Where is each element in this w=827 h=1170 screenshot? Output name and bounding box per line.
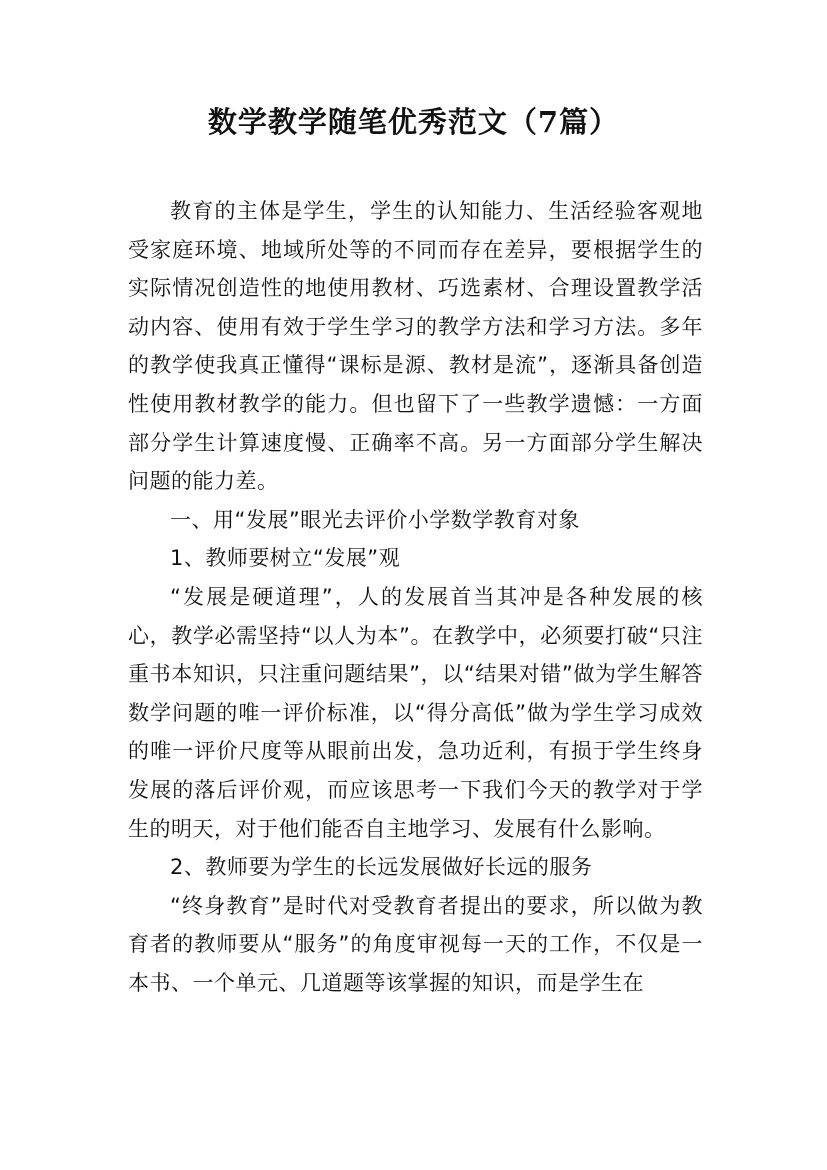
subsection-heading-2: 2、教师要为学生的长远发展做好长远的服务: [170, 855, 593, 880]
document-body: [128, 192, 703, 1002]
document-title: 数学教学随笔优秀范文（7篇）: [207, 105, 620, 139]
paragraph-intro: 教育的主体是学生，学生的认知能力、生活经验客观地受家庭环境、地域所处等的不同而存在差异，要根据学生的实际情况创造性的地使用教材、巧选素材、合理设置教学活动内容、使用有效于学生学习的教学方法和学习方法。多年的教学使我真正懂得“课标是源、教材是流”，逐渐具备创造性使用教材教学的能力。但也留下了一些教学遗憾：一方面部分学生计算速度慢、正确率不高。另一方面部分学生解决问题的能力差。: [128, 199, 703, 494]
section-heading-1: 一、用“发展”眼光去评价小学数学教育对象: [170, 507, 580, 532]
paragraph-development: “发展是硬道理”，人的发展首当其冲是各种发展的核心，教学必需坚持“以人为本”。在教学中，必须要打破“只注重书本知识，只注重问题结果”，以“结果对错”做为学生解答数学问题的唯一评价标准，以“得分高低”做为学生学习成效的唯一评价尺度等从眼前出发，急功近利，有损于学生终身发展的落后评价观，而应该思考一下我们今天的教学对于学生的明天，对于他们能否自主地学习、发展有什么影响。: [128, 584, 703, 841]
paragraph-lifelong-education: “终身教育”是时代对受教育者提出的要求，所以做为教育者的教师要从“服务”的角度审视每一天的工作，不仅是一本书、一个单元、几道题等该掌握的知识，而是学生在: [128, 893, 703, 995]
subsection-heading-1: 1、教师要树立“发展”观: [170, 546, 401, 571]
